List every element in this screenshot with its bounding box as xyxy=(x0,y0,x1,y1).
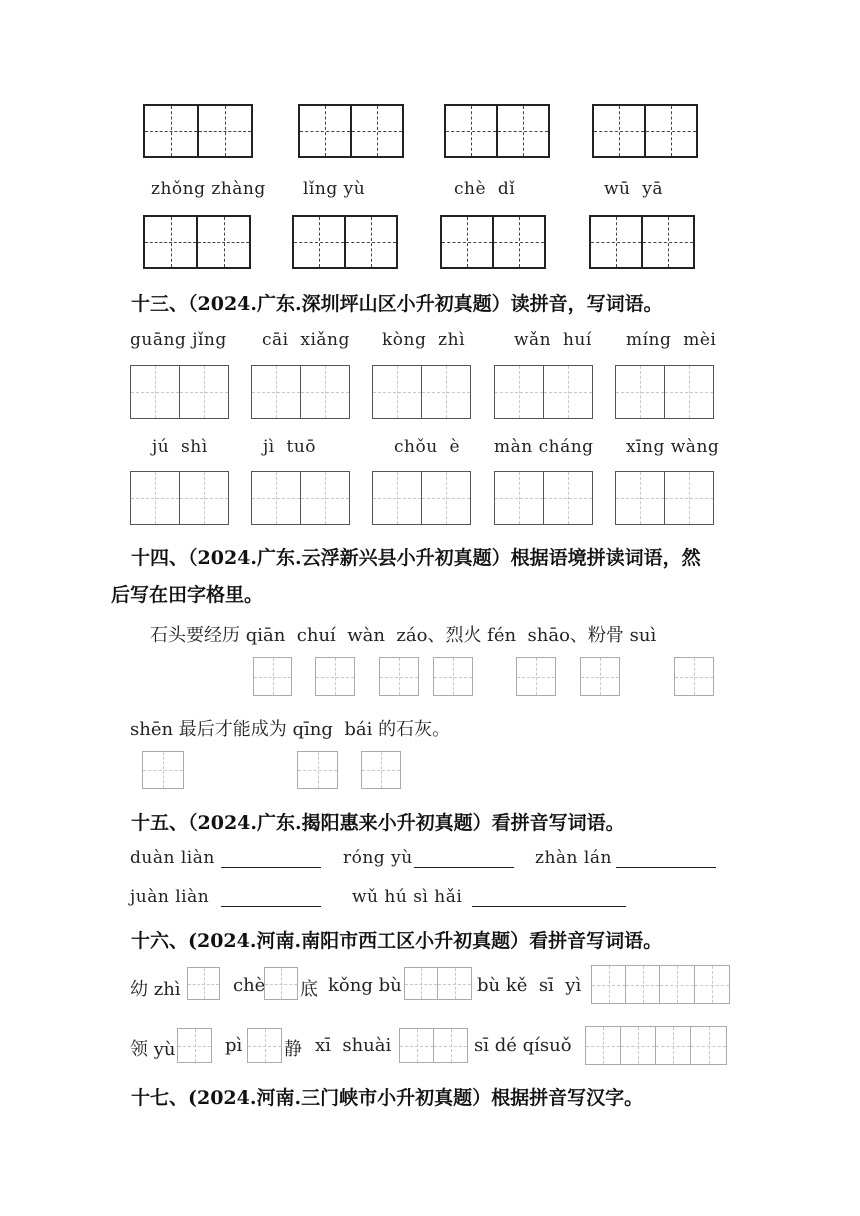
pinyin-label: wū yā xyxy=(604,179,664,199)
pinyin-label: míng mèi xyxy=(626,330,717,350)
pinyin-label: zhàn lán xyxy=(535,848,612,868)
answer-blank[interactable] xyxy=(221,886,321,907)
word-prompt: 幼 zhì xyxy=(130,979,181,1000)
pinyin-label: xīng wàng xyxy=(626,437,720,457)
tianzige-grid[interactable] xyxy=(187,967,220,1000)
word-prompt: xī shuài xyxy=(315,1035,392,1056)
answer-blank[interactable] xyxy=(221,847,321,868)
tianzige-grid[interactable] xyxy=(298,104,404,158)
answer-blank[interactable] xyxy=(616,847,716,868)
tianzige-grid[interactable] xyxy=(130,471,229,525)
question-heading: 十六、(2024.河南.南阳市西工区小升初真题）看拼音写词语。 xyxy=(131,930,663,952)
tianzige-grid[interactable] xyxy=(143,215,251,269)
tianzige-grid[interactable] xyxy=(372,471,471,525)
tianzige-grid[interactable] xyxy=(142,751,184,789)
word-prompt: 领 yù xyxy=(130,1039,176,1060)
tianzige-grid[interactable] xyxy=(399,1028,468,1063)
question-heading: 十七、(2024.河南.三门峡市小升初真题）根据拼音写汉字。 xyxy=(131,1087,644,1109)
tianzige-grid[interactable] xyxy=(292,215,398,269)
tianzige-grid[interactable] xyxy=(253,657,292,696)
tianzige-grid[interactable] xyxy=(585,1026,727,1065)
tianzige-grid[interactable] xyxy=(143,104,253,158)
tianzige-grid[interactable] xyxy=(444,104,550,158)
tianzige-grid[interactable] xyxy=(130,365,229,419)
word-prompt: bù kě sī yì xyxy=(477,975,582,996)
answer-blank[interactable] xyxy=(414,847,514,868)
tianzige-grid[interactable] xyxy=(361,751,401,789)
pinyin-label: juàn liàn xyxy=(130,887,210,907)
word-prompt: sī dé qísuǒ xyxy=(474,1035,572,1056)
tianzige-grid[interactable] xyxy=(433,657,473,696)
pinyin-label: chǒu è xyxy=(394,437,461,457)
tianzige-grid[interactable] xyxy=(315,657,355,696)
tianzige-grid[interactable] xyxy=(372,365,471,419)
question-heading: 十五、（2024.广东.揭阳惠来小升初真题）看拼音写词语。 xyxy=(131,812,625,834)
tianzige-grid[interactable] xyxy=(591,965,730,1004)
pinyin-label: màn cháng xyxy=(494,437,594,457)
pinyin-label: wǔ hú sì hǎi xyxy=(352,887,463,907)
tianzige-grid[interactable] xyxy=(592,104,698,158)
answer-blank[interactable] xyxy=(472,886,626,907)
tianzige-grid[interactable] xyxy=(440,215,546,269)
question-heading: 十三、（2024.广东.深圳坪山区小升初真题）读拼音，写词语。 xyxy=(131,293,663,315)
word-prompt: chè xyxy=(233,975,266,996)
tianzige-grid[interactable] xyxy=(177,1028,212,1063)
tianzige-grid[interactable] xyxy=(516,657,556,696)
tianzige-grid[interactable] xyxy=(615,471,714,525)
tianzige-grid[interactable] xyxy=(494,471,593,525)
word-prompt: pì xyxy=(225,1035,243,1056)
tianzige-grid[interactable] xyxy=(251,365,350,419)
tianzige-grid[interactable] xyxy=(251,471,350,525)
word-prompt: kǒng bù xyxy=(328,975,402,996)
tianzige-grid[interactable] xyxy=(615,365,714,419)
tianzige-grid[interactable] xyxy=(247,1028,282,1063)
tianzige-grid[interactable] xyxy=(494,365,593,419)
tianzige-grid[interactable] xyxy=(264,967,298,1000)
tianzige-grid[interactable] xyxy=(297,751,338,789)
tianzige-grid[interactable] xyxy=(674,657,714,696)
pinyin-label: jú shì xyxy=(152,437,208,457)
passage-line: shēn 最后才能成为 qīng bái 的石灰。 xyxy=(130,719,451,740)
passage-line: 石头要经历 qiān chuí wàn záo、烈火 fén shāo、粉骨 suì xyxy=(150,625,657,646)
pinyin-label: guāng jǐng xyxy=(130,330,227,350)
pinyin-label: róng yù xyxy=(343,848,413,868)
pinyin-label: duàn liàn xyxy=(130,848,215,868)
pinyin-label: zhǒng zhàng xyxy=(151,179,266,199)
pinyin-label: kòng zhì xyxy=(382,330,466,350)
pinyin-label: cāi xiǎng xyxy=(262,330,350,350)
pinyin-label: chè dǐ xyxy=(454,179,516,199)
pinyin-label: jì tuō xyxy=(263,437,317,457)
word-prompt: 底 xyxy=(300,979,318,1000)
pinyin-label: wǎn huí xyxy=(514,330,592,350)
question-heading-continued: 后写在田字格里。 xyxy=(111,584,264,606)
question-heading: 十四、（2024.广东.云浮新兴县小升初真题）根据语境拼读词语，然 xyxy=(131,547,701,569)
tianzige-grid[interactable] xyxy=(589,215,695,269)
tianzige-grid[interactable] xyxy=(580,657,620,696)
pinyin-label: lǐng yù xyxy=(303,179,366,199)
tianzige-grid[interactable] xyxy=(404,967,472,1000)
tianzige-grid[interactable] xyxy=(379,657,419,696)
word-prompt: 静 xyxy=(284,1039,302,1060)
